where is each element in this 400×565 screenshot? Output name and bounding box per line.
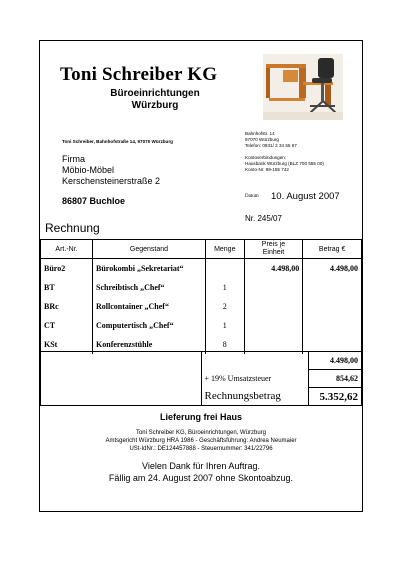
header-preis-line2: Einheit: [262, 249, 285, 256]
footer-line: Toni Schreiber KG, Büroeinrichtungen, Würzburg: [135, 430, 267, 436]
address-line: Telefon: 0931/ 2 34 55 67: [245, 143, 297, 148]
subtotal-label: [201, 352, 308, 370]
header-art: Art.-Nr.: [41, 240, 93, 259]
vat-value: 854,62: [308, 370, 361, 388]
address-line: 97070 Würzburg: [245, 137, 279, 142]
cell-betrag: [303, 297, 362, 316]
bank-line: Hausbank Würzburg (BLZ 700 555 00): [245, 161, 324, 166]
subtotal-row: [41, 352, 362, 370]
bank-line: Konto-Nr. 99-155 742: [245, 167, 289, 172]
cell-gegenstand: Bürokombi „Sekretariat“: [93, 259, 206, 279]
header-betrag: Betrag €: [303, 240, 362, 259]
cell-art: KSt: [41, 335, 93, 354]
totals-spacer: [41, 352, 202, 406]
recipient-line: Möbio-Möbel: [62, 165, 115, 175]
cell-art: CT: [41, 316, 93, 335]
sender-line: Toni Schreiber, Bahnhofstraße 14, 97070 Würzburg: [62, 139, 173, 144]
table-row: [41, 297, 362, 316]
header-menge: Menge: [205, 240, 244, 259]
cell-menge: [205, 259, 244, 279]
address-line: Bahnhofstr. 14: [245, 131, 275, 136]
cell-betrag: 4.498,00: [303, 259, 362, 279]
cell-art: BT: [41, 278, 93, 297]
cell-art: BRc: [41, 297, 93, 316]
cell-betrag: [303, 278, 362, 297]
subtotal-value: 4.498,00: [308, 352, 361, 370]
cell-menge: 8: [205, 335, 244, 354]
vat-label: + 19% Umsatzsteuer: [201, 370, 308, 388]
cell-gegenstand: Computertisch „Chef“: [93, 316, 206, 335]
office-desk-image: [263, 54, 343, 120]
due-text: Fällig am 24. August 2007 ohne Skontoabzug.: [108, 473, 294, 483]
recipient-city: 86807 Buchloe: [62, 196, 126, 206]
bank-line: Kontoverbindungen:: [245, 155, 287, 160]
recipient-line: Firma: [62, 154, 85, 164]
total-label: Rechnungsbetrag: [201, 388, 308, 406]
cell-art: Büro2: [41, 259, 93, 279]
cell-preis: [244, 278, 303, 297]
cell-menge: 1: [205, 278, 244, 297]
cell-preis: [244, 297, 303, 316]
footer-line: Amtsgericht Würzburg HRA 1986 - Geschäftsführung: Andrea Neumaier: [105, 438, 297, 444]
cell-preis: 4.498,00: [244, 259, 303, 279]
invoice-table: [40, 239, 362, 354]
cell-preis: [244, 316, 303, 335]
delivery-note: Lieferung frei Haus: [159, 412, 242, 422]
totals-table: [40, 351, 362, 406]
cell-menge: 2: [205, 297, 244, 316]
cell-menge: 1: [205, 316, 244, 335]
table-row: [41, 278, 362, 297]
company-name: Toni Schreiber KG: [60, 64, 218, 85]
recipient-line: Kerschensteinerstraße 2: [62, 176, 161, 186]
invoice-number: Nr. 245/07: [245, 214, 282, 223]
company-city: Würzburg: [131, 100, 179, 111]
table-header-row: [41, 240, 362, 259]
cell-betrag: [303, 316, 362, 335]
header-gegenstand: Gegenstand: [93, 240, 206, 259]
table-row: [41, 259, 362, 279]
header-preis: [244, 240, 303, 259]
cell-gegenstand: Schreibtisch „Chef“: [93, 278, 206, 297]
thanks-text: Vielen Dank für Ihren Auftrag.: [142, 461, 260, 471]
company-tagline: Büroeinrichtungen: [110, 88, 200, 99]
table-row: [41, 316, 362, 335]
invoice-title: Rechnung: [45, 221, 100, 235]
footer-line: USt-IdNr.: DE124457888 - Steuernummer: 341/22796: [129, 446, 273, 452]
date-label: Datum: [245, 194, 259, 199]
header-preis-line1: Preis je: [261, 241, 286, 248]
total-value: 5.352,62: [308, 388, 361, 406]
date-value: 10. August 2007: [271, 191, 340, 202]
cell-gegenstand: Konferenzstühle: [93, 335, 206, 354]
cell-gegenstand: Rollcontainer „Chef“: [93, 297, 206, 316]
